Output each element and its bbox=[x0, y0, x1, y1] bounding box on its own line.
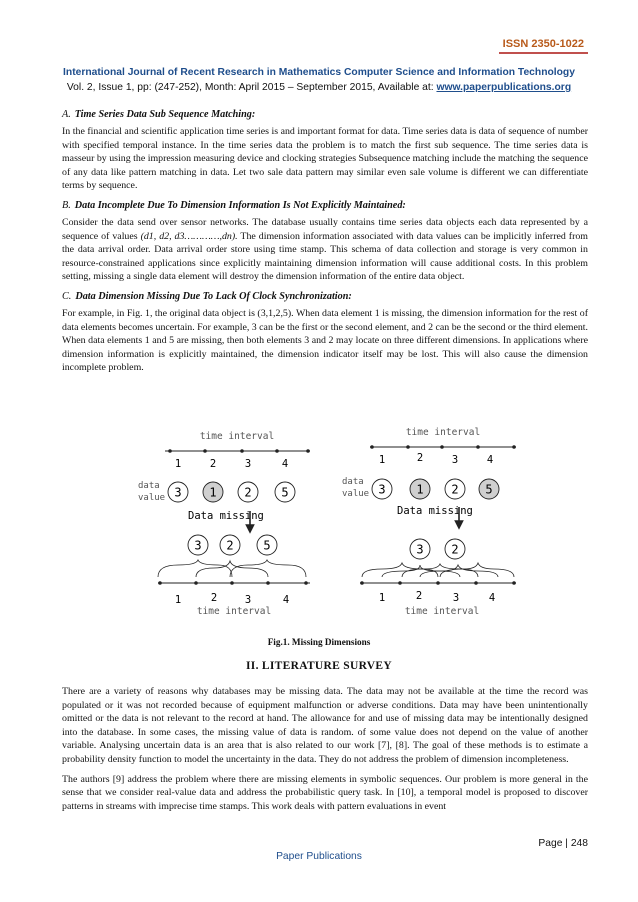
right-top-dot bbox=[406, 445, 410, 449]
left-data-label: data bbox=[138, 481, 160, 491]
left-bottom-tick: 1 bbox=[174, 594, 182, 606]
right-time-interval-bottom: time interval bbox=[404, 606, 480, 615]
section-b-letter: B. bbox=[62, 199, 71, 211]
literature-paragraph-2: The authors [9] address the problem where there are missing elements in symbolic sequences. Our problem is more general in the sense that we consider real-value data and address the probabilistic query task. In [10], a temporal model is proposed to discover patterns in streams with imprecise time stamps. This work deals with pattern evaluations in event bbox=[62, 773, 588, 812]
right-data-missing-label: Data missing bbox=[397, 505, 473, 517]
section-b-title: Data Incomplete Due To Dimension Information Is Not Explicitly Maintained: bbox=[74, 199, 406, 211]
left-missing-value-text: 1 bbox=[209, 485, 217, 500]
main-content bbox=[62, 108, 588, 381]
section-b-body-pre: Consider the data send over sensor networks. The database usually contains time series data objects each data represented by a sequence of values bbox=[62, 216, 588, 242]
section-b-body-italic: (d1, d2, d3…………,dn). bbox=[140, 230, 238, 242]
left-time-interval-bottom: time interval bbox=[196, 606, 272, 615]
section-c-heading bbox=[62, 290, 588, 303]
left-value-text: 2 bbox=[244, 485, 252, 500]
left-bottom-tick: 2 bbox=[210, 592, 218, 604]
left-top-dot bbox=[275, 449, 279, 453]
right-brace bbox=[440, 563, 514, 577]
right-remaining-text: 3 bbox=[416, 542, 424, 557]
right-missing-value-text: 5 bbox=[485, 482, 493, 497]
right-top-dot bbox=[370, 445, 374, 449]
right-value-text: 2 bbox=[451, 482, 459, 497]
section-c-letter: C. bbox=[62, 290, 72, 302]
section-b-body-post: The dimension information associated with data values can be implicitly inferred from the data arrival order. Data arrival order store using time stamp. This schema of data collection and storage is very common in resource-constrained applications since explicitly maintaining dimension information will cause additional costs. In this problem setting, missing a single data element will destroy the dimension information of the entire data object. bbox=[62, 230, 588, 283]
left-top-tick: 1 bbox=[174, 458, 182, 470]
website-link[interactable]: www.paperpublications.org bbox=[436, 82, 572, 93]
right-diagram bbox=[342, 427, 516, 615]
right-missing-value-text: 1 bbox=[416, 482, 424, 497]
literature-paragraph-1: There are a variety of reasons why databases may be missing data. The data may not be available at the time the record was populated or it was not recorded because of equipment malfunction or adverse conditions. Data may have been unintentionally omitted or the data is not relevant to the record at hand. The allowance for and use of missing data may be intentionally designed into the database. In some cases, the missing value of data is random. of some value does not depend on the value of another variable. Analysing uncertain data is an area that is also related to our work [7], [8]. The goal of these methods is to estimate a probability density function to model the uncertainty in the data. They do not address the problem of dimension incompleteness. bbox=[62, 686, 588, 765]
left-bottom-tick: 4 bbox=[282, 594, 290, 606]
right-bottom-dot bbox=[474, 581, 478, 585]
right-top-tick: 2 bbox=[416, 452, 424, 464]
left-time-interval-top: time interval bbox=[199, 431, 275, 442]
left-bottom-dot bbox=[266, 581, 270, 585]
left-top-tick: 2 bbox=[209, 458, 217, 470]
right-bottom-dot bbox=[436, 581, 440, 585]
left-bottom-dot bbox=[194, 581, 198, 585]
volume-text: Vol. 2, Issue 1, pp: (247-252), Month: April 2015 – September 2015, Available at: bbox=[66, 82, 437, 93]
left-top-dot bbox=[168, 449, 172, 453]
left-bottom-tick: 3 bbox=[244, 594, 252, 606]
right-bottom-dot bbox=[398, 581, 402, 585]
right-value-label: value bbox=[342, 489, 370, 499]
right-bottom-dot bbox=[360, 581, 364, 585]
right-time-interval-top: time interval bbox=[405, 427, 481, 438]
right-bottom-tick: 2 bbox=[415, 590, 423, 602]
right-top-dot bbox=[440, 445, 444, 449]
missing-dimensions-figure bbox=[120, 425, 520, 615]
right-top-dot bbox=[476, 445, 480, 449]
section-c-body: For example, in Fig. 1, the original data object is (3,1,2,5). When data element 1 is missing, the dimension information for the rest of data elements becomes uncertain. For example, 3 can be the first or the second element, and 2 can be the second or the third element. When data elements 1 and 5 are missing, then both elements 3 and 2 may locate on three different dimensions. In applications where dimension information is explicitly maintained, the dimension indicator itself may be lost. This will also cause the dimension incomplete problem. bbox=[62, 307, 588, 374]
section-a-title: Time Series Data Sub Sequence Matching: bbox=[74, 109, 256, 120]
left-value-text: 5 bbox=[281, 485, 289, 500]
right-remaining-text: 2 bbox=[451, 542, 459, 557]
right-bottom-tick: 1 bbox=[378, 592, 386, 604]
issn-label: ISSN 2350-1022 bbox=[499, 36, 588, 54]
journal-title: International Journal of Recent Research in Mathematics Computer Science and Information Technology bbox=[63, 67, 575, 78]
left-brace bbox=[230, 560, 306, 577]
journal-volume-line bbox=[0, 82, 638, 93]
left-diagram bbox=[138, 431, 310, 615]
right-top-tick: 4 bbox=[486, 454, 494, 466]
left-remaining-text: 3 bbox=[194, 538, 202, 553]
left-bottom-dot bbox=[158, 581, 162, 585]
right-value-text: 3 bbox=[378, 482, 386, 497]
right-data-label: data bbox=[342, 477, 364, 487]
left-top-dot bbox=[203, 449, 207, 453]
left-top-dot bbox=[306, 449, 310, 453]
section-a-heading bbox=[62, 108, 588, 121]
left-bottom-dot bbox=[304, 581, 308, 585]
section-b-body bbox=[62, 216, 588, 284]
right-bottom-tick: 4 bbox=[488, 592, 496, 604]
left-remaining-text: 5 bbox=[263, 538, 271, 553]
left-bottom-dot bbox=[230, 581, 234, 585]
left-top-dot bbox=[240, 449, 244, 453]
right-bottom-dot bbox=[512, 581, 516, 585]
left-value-label: value bbox=[138, 493, 166, 503]
right-top-tick: 1 bbox=[378, 454, 386, 466]
left-top-tick: 3 bbox=[244, 458, 252, 470]
publisher-footer[interactable]: Paper Publications bbox=[276, 851, 362, 862]
literature-content bbox=[62, 685, 588, 819]
left-data-missing-label: Data missing bbox=[188, 510, 264, 522]
right-top-tick: 3 bbox=[451, 454, 459, 466]
left-top-tick: 4 bbox=[281, 458, 289, 470]
right-bottom-tick: 3 bbox=[452, 592, 460, 604]
section-c-title: Data Dimension Missing Due To Lack Of Clock Synchronization: bbox=[75, 290, 352, 302]
left-brace bbox=[158, 560, 232, 577]
section-a-body: In the financial and scientific application time series is and important format for data. Time series data is data of sequence of number with specified temporal instance. In the time series data the problem is to match the first sub sequence. The time series data is masseur by using the impression measuring device and clocking strategies Subsequence matching include the matching the sequence of any data like pattern matching in data. Let two sale data pattern may similar even sale volume is different we can differentiate terms by sequence. bbox=[62, 126, 588, 192]
section-a-letter: A. bbox=[62, 109, 71, 120]
right-top-dot bbox=[512, 445, 516, 449]
section-b-heading bbox=[62, 199, 588, 212]
page-number: Page | 248 bbox=[538, 838, 588, 849]
left-value-text: 3 bbox=[174, 485, 182, 500]
left-remaining-text: 2 bbox=[226, 538, 234, 553]
literature-survey-heading: II. LITERATURE SURVEY bbox=[246, 660, 392, 672]
figure-caption: Fig.1. Missing Dimensions bbox=[267, 637, 371, 647]
